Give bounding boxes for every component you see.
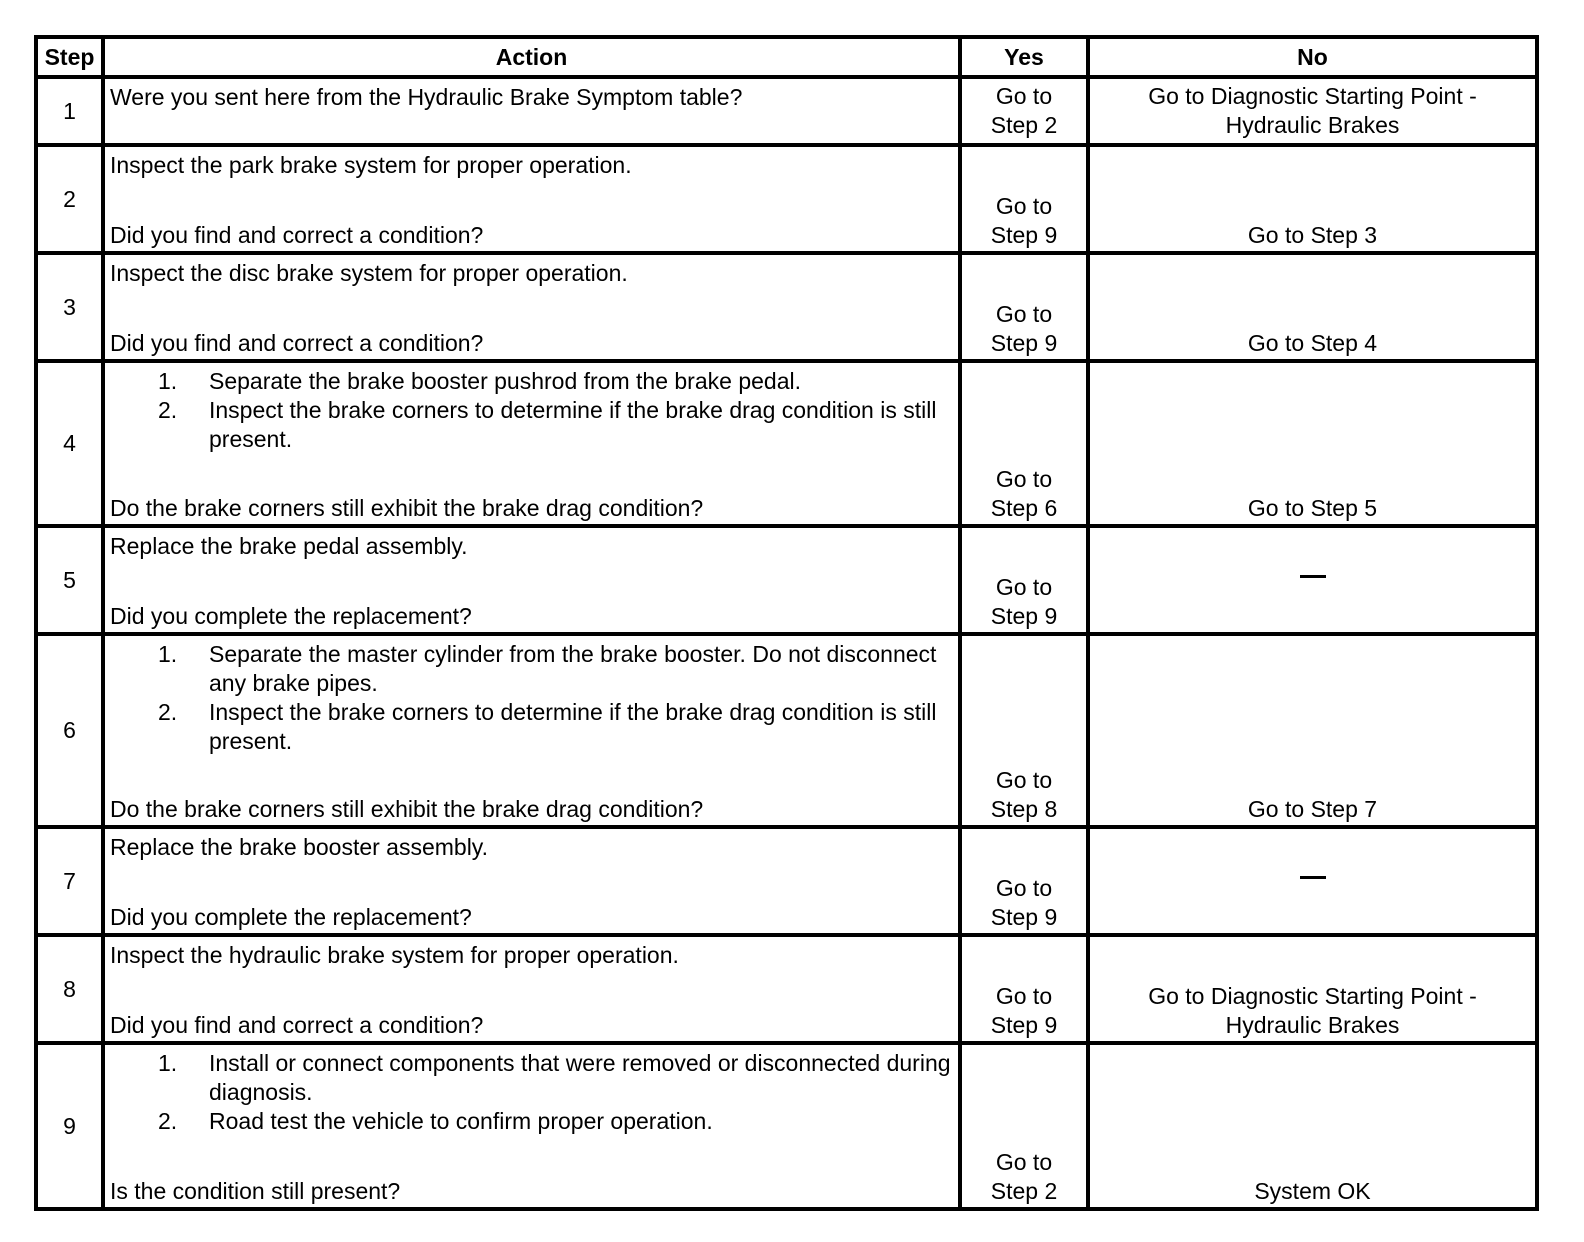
action-step-text: Separate the brake booster pushrod from the brake pedal. (209, 368, 801, 394)
action-step-item (110, 367, 952, 396)
step-number: 4 (36, 361, 103, 526)
no-cell (1088, 361, 1537, 526)
action-question: Did you find and correct a condition? (110, 330, 484, 356)
diagnostic-table (34, 35, 1539, 1211)
action-step-number: 1. (158, 1050, 178, 1076)
action-steps-list (110, 640, 952, 756)
action-steps-list (110, 1049, 952, 1136)
yes-text: Step 6 (990, 495, 1058, 521)
yes-text: Step 2 (990, 1178, 1058, 1204)
no-cell (1088, 145, 1537, 253)
yes-text: Step 8 (990, 796, 1058, 822)
yes-text: Go to (995, 983, 1053, 1009)
header-no: No (1088, 37, 1537, 77)
header-yes: Yes (960, 37, 1088, 77)
yes-text: Go to (995, 767, 1053, 793)
yes-cell (960, 253, 1088, 361)
table-row (36, 77, 1537, 145)
action-question: Is the condition still present? (110, 1178, 401, 1204)
no-text: Hydraulic Brakes (1225, 111, 1400, 138)
action-cell (103, 634, 960, 827)
yes-text: Go to (995, 574, 1053, 600)
no-text: Go to Diagnostic Starting Point - (1148, 82, 1477, 109)
yes-text: Go to (995, 82, 1053, 109)
step-number: 8 (36, 935, 103, 1043)
yes-text: Step 9 (990, 904, 1058, 930)
action-text: Inspect the park brake system for proper operation. (110, 152, 632, 178)
step-number: 9 (36, 1043, 103, 1209)
no-text: Hydraulic Brakes (1225, 1012, 1400, 1038)
action-cell (103, 1043, 960, 1209)
table-row (36, 935, 1537, 1043)
action-question: Did you complete the replacement? (110, 904, 472, 930)
yes-cell (960, 526, 1088, 634)
action-cell (103, 827, 960, 935)
no-text: Go to Step 7 (1247, 796, 1378, 822)
yes-text: Step 9 (990, 1012, 1058, 1038)
no-cell (1088, 526, 1537, 634)
no-cell (1088, 1043, 1537, 1209)
table-row (36, 361, 1537, 526)
action-text: Inspect the hydraulic brake system for proper operation. (110, 942, 679, 968)
step-number: 6 (36, 634, 103, 827)
em-dash (1300, 575, 1326, 578)
action-step-number: 1. (158, 368, 178, 394)
action-text: Replace the brake booster assembly. (110, 834, 488, 860)
action-question: Do the brake corners still exhibit the brake drag condition? (110, 495, 704, 521)
table-row (36, 1043, 1537, 1209)
no-text: Go to Diagnostic Starting Point - (1148, 983, 1477, 1009)
action-step-text: Inspect the brake corners to determine if the brake drag condition is still present. (209, 699, 937, 754)
action-step-text: Road test the vehicle to confirm proper operation. (209, 1108, 713, 1134)
no-cell (1088, 77, 1537, 145)
yes-text: Go to (995, 1149, 1053, 1175)
header-step: Step (36, 37, 103, 77)
action-step-text: Install or connect components that were removed or disconnected during diagnosis. (209, 1050, 951, 1105)
action-cell (103, 526, 960, 634)
table-row (36, 145, 1537, 253)
yes-cell (960, 634, 1088, 827)
yes-text: Go to (995, 301, 1053, 327)
table-row (36, 827, 1537, 935)
action-step-item (110, 396, 952, 454)
action-cell (103, 77, 960, 145)
yes-text: Go to (995, 466, 1053, 492)
action-question: Did you complete the replacement? (110, 603, 472, 629)
yes-text: Step 9 (990, 603, 1058, 629)
yes-cell (960, 77, 1088, 145)
action-step-item (110, 698, 952, 756)
yes-cell (960, 827, 1088, 935)
action-step-number: 1. (158, 641, 178, 667)
step-number: 5 (36, 526, 103, 634)
action-step-item (110, 640, 952, 698)
no-text: Go to Step 3 (1247, 222, 1378, 248)
action-step-number: 2. (158, 1108, 178, 1134)
action-step-item (110, 1049, 952, 1107)
action-steps-list (110, 367, 952, 454)
action-text: Inspect the disc brake system for proper operation. (110, 260, 628, 286)
action-question: Do the brake corners still exhibit the brake drag condition? (110, 796, 704, 822)
step-number: 1 (36, 77, 103, 145)
header-row (36, 37, 1537, 77)
action-cell (103, 145, 960, 253)
yes-cell (960, 361, 1088, 526)
step-number: 3 (36, 253, 103, 361)
yes-text: Step 2 (990, 111, 1058, 138)
yes-text: Go to (995, 193, 1053, 219)
action-cell (103, 361, 960, 526)
step-number: 2 (36, 145, 103, 253)
action-step-number: 2. (158, 397, 178, 423)
table-row (36, 526, 1537, 634)
table-row (36, 634, 1537, 827)
yes-text: Step 9 (990, 222, 1058, 248)
no-text: Go to Step 5 (1247, 495, 1378, 521)
no-cell (1088, 935, 1537, 1043)
action-text: Replace the brake pedal assembly. (110, 533, 468, 559)
yes-text: Go to (995, 875, 1053, 901)
no-cell (1088, 253, 1537, 361)
table-row (36, 253, 1537, 361)
yes-cell (960, 935, 1088, 1043)
no-cell (1088, 634, 1537, 827)
action-step-number: 2. (158, 699, 178, 725)
action-text: Were you sent here from the Hydraulic Brake Symptom table? (110, 84, 743, 110)
no-text: Go to Step 4 (1247, 330, 1378, 356)
action-question: Did you find and correct a condition? (110, 1012, 484, 1038)
yes-cell (960, 1043, 1088, 1209)
action-question: Did you find and correct a condition? (110, 222, 484, 248)
action-cell (103, 253, 960, 361)
yes-cell (960, 145, 1088, 253)
no-cell (1088, 827, 1537, 935)
header-action: Action (103, 37, 960, 77)
action-step-text: Separate the master cylinder from the brake booster. Do not disconnect any brake pipes. (209, 641, 937, 696)
action-step-text: Inspect the brake corners to determine if the brake drag condition is still present. (209, 397, 937, 452)
step-number: 7 (36, 827, 103, 935)
action-cell (103, 935, 960, 1043)
no-text: System OK (1254, 1178, 1371, 1204)
em-dash (1300, 876, 1326, 879)
action-step-item (110, 1107, 952, 1136)
yes-text: Step 9 (990, 330, 1058, 356)
